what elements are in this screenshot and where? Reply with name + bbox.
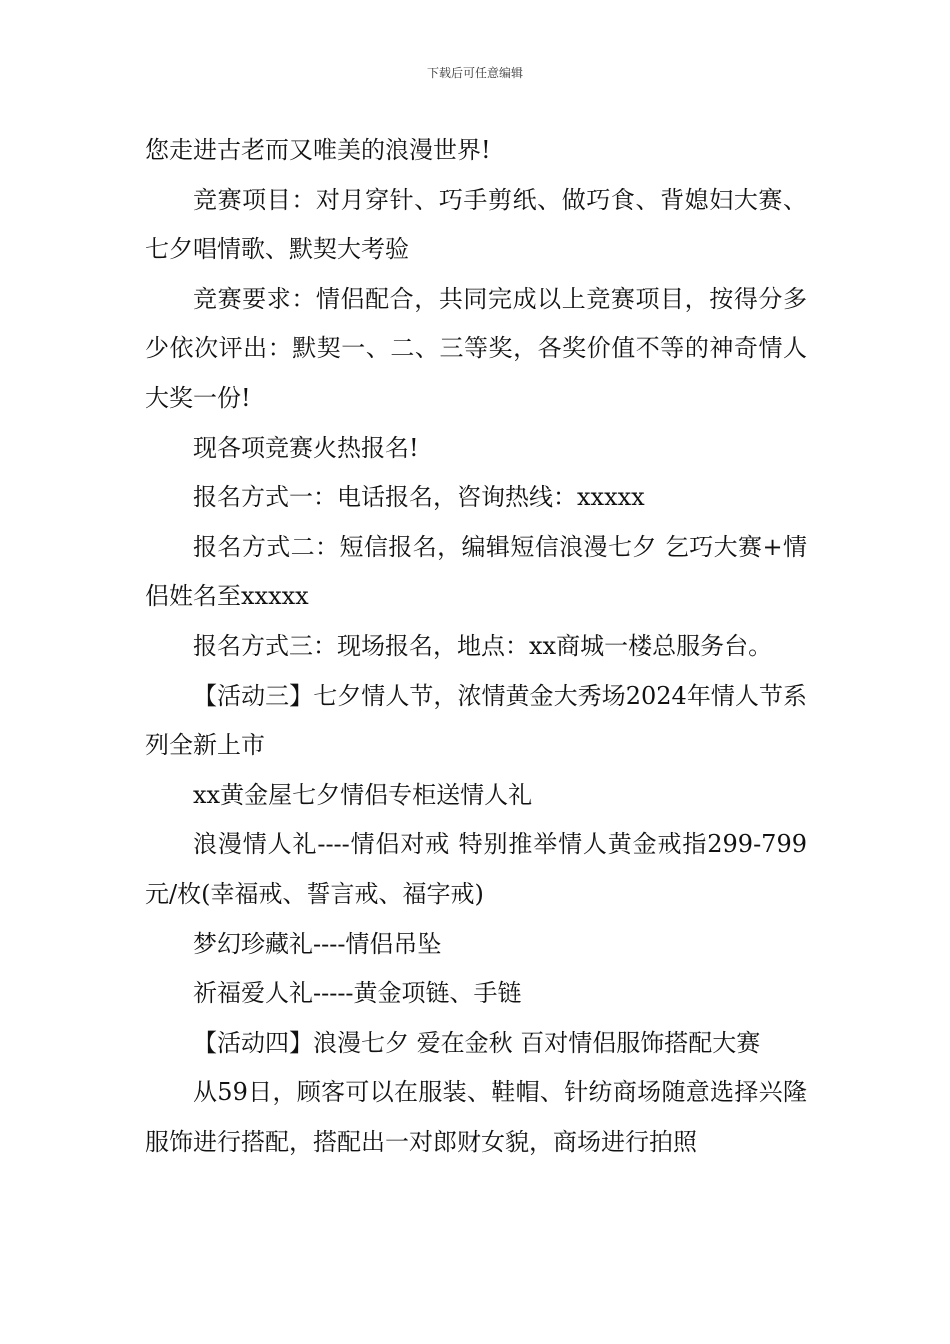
- paragraph-necklace: 祈福爱人礼-----黄金项链、手链: [193, 979, 522, 1008]
- document-body: [145, 126, 807, 1167]
- page-header-note: 下载后可任意编辑: [426, 66, 523, 80]
- paragraph-activity-four: 【活动四】浪漫七夕 爱在金秋 百对情侣服饰搭配大赛: [193, 1028, 761, 1057]
- paragraph-registration-open: 现各项竞赛火热报名!: [193, 433, 419, 462]
- paragraph-registration-phone: 报名方式一：电话报名，咨询热线：xxxxx: [193, 483, 645, 512]
- paragraph-couple-rings: 浪漫情人礼----情侣对戒 特别推举情人黄金戒指299-799元/枚(幸福戒、誓言戒、福字戒): [145, 830, 807, 908]
- paragraph-competition-rules: 竞赛要求：情侣配合，共同完成以上竞赛项目，按得分多少依次评出：默契一、二、三等奖，各奖价值不等的神奇情人大奖一份!: [145, 284, 807, 412]
- paragraph-styling-contest: 从59日，顾客可以在服装、鞋帽、针纺商场随意选择兴隆服饰进行搭配，搭配出一对郎财女貌，商场进行拍照: [145, 1078, 807, 1156]
- paragraph-pendant: 梦幻珍藏礼----情侣吊坠: [193, 929, 442, 958]
- paragraph-activity-three: 【活动三】七夕情人节，浓情黄金大秀场2024年情人节系列全新上市: [145, 681, 807, 760]
- paragraph-gold-counter: xx黄金屋七夕情侣专柜送情人礼: [193, 780, 533, 809]
- paragraph-continuation: 您走进古老而又唯美的浪漫世界!: [145, 136, 491, 164]
- paragraph-competition-items: 竞赛项目：对月穿针、巧手剪纸、做巧食、背媳妇大赛、七夕唱情歌、默契大考验: [145, 185, 807, 264]
- paragraph-registration-onsite: 报名方式三：现场报名，地点：xx商城一楼总服务台。: [193, 631, 773, 660]
- paragraph-registration-sms: 报名方式二：短信报名，编辑短信浪漫七夕 乞巧大赛+情侣姓名至xxxxx: [145, 532, 807, 611]
